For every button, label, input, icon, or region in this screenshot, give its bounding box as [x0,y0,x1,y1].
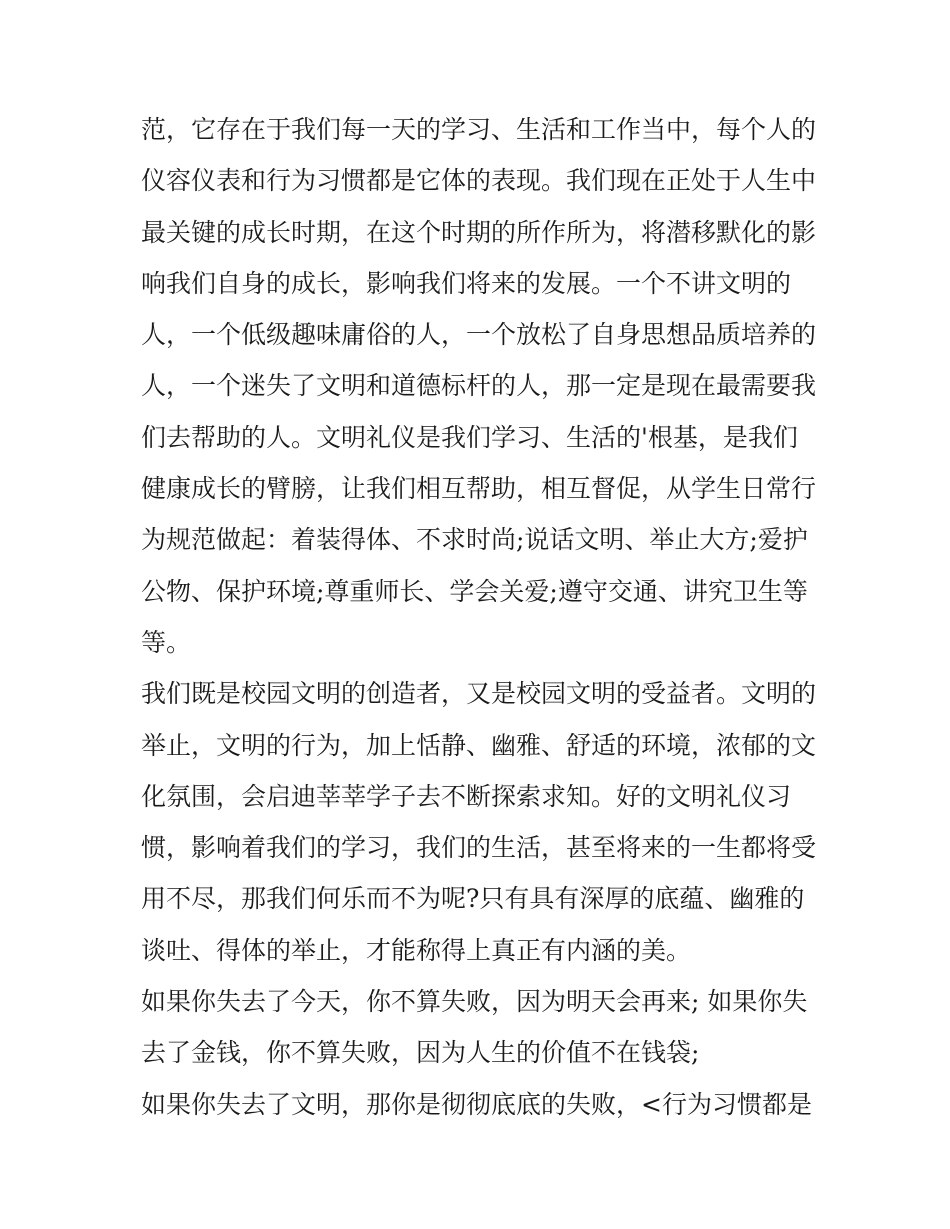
text-line: 们去帮助的人。文明礼仪是我们学习、生活的'根基，是我们 [141,422,798,452]
text-line: 健康成长的臂膀，让我们相互帮助，相互督促，从学生日常行 [141,474,816,504]
text-line: 用不尽，那我们何乐而不为呢?只有具有深厚的底蕴、幽雅的 [141,884,805,914]
text-line: 等。 [141,627,192,657]
text-line: 如果你失去了文明，那你是彻彻底底的失败，<行为习惯都是 [141,1089,812,1119]
text-line: 谈吐、得体的举止，才能称得上真正有内涵的美。 [141,935,692,965]
text-line: 公物、保护环境;尊重师长、学会关爱;遵守交通、讲究卫生等 [141,576,808,606]
text-line: 举止，文明的行为，加上恬静、幽雅、舒适的环境，浓郁的文 [141,730,816,760]
text-line: 化氛围，会启迪莘莘学子去不断探索求知。好的文明礼仪习 [141,781,792,811]
text-line: 最关键的成长时期，在这个时期的所作所为，将潜移默化的影 [141,217,816,247]
text-line: 惯，影响着我们的学习，我们的生活，甚至将来的一生都将受 [141,833,816,863]
text-line: 去了金钱，你不算失败，因为人生的价值不在钱袋; [141,1038,700,1068]
text-line: 人，一个低级趣味庸俗的人，一个放松了自身思想品质培养的 [141,320,816,350]
text-line: 响我们自身的成长，影响我们将来的发展。一个不讲文明的 [141,268,792,298]
text-line: 范，它存在于我们每一天的学习、生活和工作当中，每个人的 [141,115,816,144]
text-line: 我们既是校园文明的创造者，又是校园文明的受益者。文明的 [141,679,816,709]
text-line: 为规范做起：着装得体、不求时尚;说话文明、举止大方;爱护 [141,525,808,555]
body-text [141,104,816,1130]
text-line: 如果你失去了今天，你不算失败，因为明天会再来; 如果你失 [141,987,808,1017]
text-line: 人，一个迷失了文明和道德标杆的人，那一定是现在最需要我 [141,371,816,401]
text-line: 仪容仪表和行为习惯都是它体的表现。我们现在正处于人生中 [141,166,816,196]
